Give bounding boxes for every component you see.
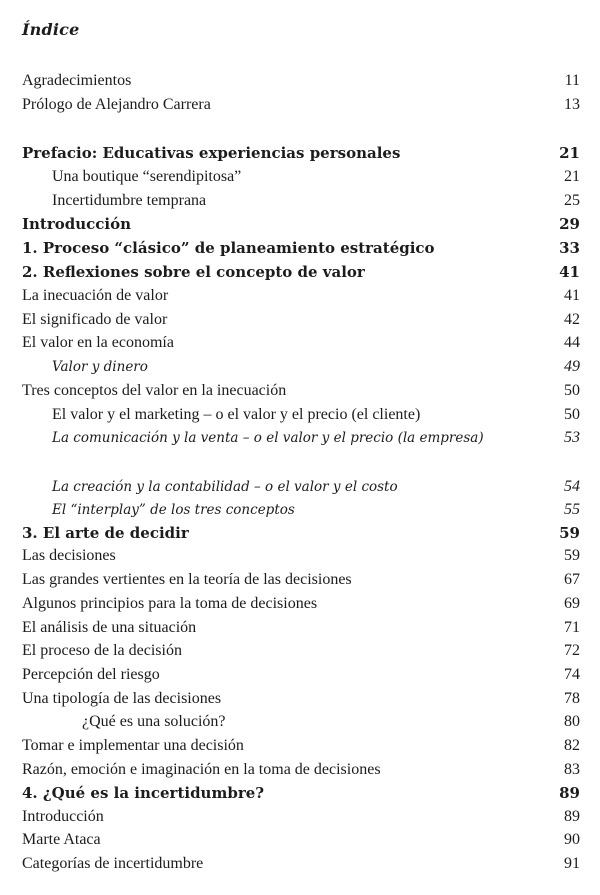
- toc-entry: [22, 263, 580, 283]
- toc-entry-page: 91: [564, 855, 580, 872]
- toc-entry-page: 50: [564, 382, 580, 399]
- toc-entry-page: 41: [564, 287, 580, 304]
- toc-entry-page: 54: [564, 478, 580, 495]
- toc-entry-label: Valor y dinero: [52, 359, 148, 375]
- toc-entry: [22, 571, 580, 591]
- toc-entry-page: 44: [564, 334, 580, 351]
- toc-entry: [52, 426, 580, 474]
- toc-entry: [22, 239, 580, 259]
- toc-entry: [52, 192, 580, 212]
- toc-entry-label: La comunicación y la venta – o el valor y el precio (la empresa): [52, 430, 484, 446]
- toc-entry-label: Razón, emoción e imaginación en la toma de decisiones: [22, 761, 381, 778]
- toc-entry-label: Marte Ataca: [22, 831, 101, 848]
- toc-entry-page: 21: [564, 168, 580, 185]
- toc-entry-page: 67: [564, 571, 580, 588]
- toc-entry-label: Categorías de incertidumbre: [22, 855, 204, 872]
- toc-entry-page: 74: [564, 666, 580, 683]
- toc-entry-page: 50: [564, 406, 580, 423]
- toc-entry: [22, 96, 580, 116]
- toc-entry-label: La creación y la contabilidad – o el valor y el costo: [52, 479, 398, 495]
- toc-entry-label: El significado de valor: [22, 311, 168, 328]
- toc-entry-page: 89: [564, 808, 580, 825]
- toc-entry: [22, 334, 580, 354]
- toc-entry-label: Agradecimientos: [22, 72, 132, 89]
- toc-entry-label: Prólogo de Alejandro Carrera: [22, 96, 211, 113]
- toc-entry-label: Tres conceptos del valor en la inecuación: [22, 382, 287, 399]
- toc-entry-label: El proceso de la decisión: [22, 642, 182, 659]
- toc-entry-page: 11: [564, 72, 580, 89]
- toc-entry: [22, 382, 580, 402]
- toc-entry: [22, 690, 580, 710]
- toc-entry-page: 83: [564, 761, 580, 778]
- toc-entry-label: El valor en la economía: [22, 334, 174, 351]
- toc-entry-label: Las grandes vertientes en la teoría de las decisiones: [22, 571, 352, 588]
- toc-entry: [22, 666, 580, 686]
- toc-entry-page: 25: [564, 192, 580, 209]
- toc-entry: [22, 619, 580, 639]
- toc-entry: [52, 501, 580, 521]
- toc-entry: [22, 808, 580, 828]
- toc-entry: [52, 168, 580, 188]
- toc-entry-page: 69: [564, 595, 580, 612]
- toc-entry: [22, 72, 580, 92]
- toc-entry: [52, 478, 580, 498]
- toc-entry: [22, 855, 580, 875]
- toc-entry-label: Introducción: [22, 215, 132, 233]
- toc-entry-page: 82: [564, 737, 580, 754]
- toc-entry-page: 55: [564, 501, 580, 518]
- toc-entry: [22, 547, 580, 567]
- toc-entry-label: Tomar e implementar una decisión: [22, 737, 244, 754]
- toc-entry-page: 41: [559, 263, 580, 281]
- page-title: Índice: [22, 20, 80, 39]
- toc-entry-page: 53: [564, 429, 580, 446]
- toc-entry-label: Percepción del riesgo: [22, 666, 160, 683]
- toc-entry-page: 72: [564, 642, 580, 659]
- toc-entry: [82, 713, 580, 733]
- toc-entry-page: 59: [559, 524, 580, 542]
- toc-entry-label: La inecuación de valor: [22, 287, 169, 304]
- toc-entry-page: 33: [559, 239, 580, 257]
- toc-entry: [22, 287, 580, 307]
- toc-entry: [22, 215, 580, 235]
- toc-entry-page: 49: [564, 358, 580, 375]
- toc-entry-label: Prefacio: Educativas experiencias personales: [22, 144, 401, 162]
- toc-entry: [22, 642, 580, 662]
- toc-entry-page: 42: [564, 311, 580, 328]
- toc-entry-label: Una boutique “serendipitosa”: [52, 168, 242, 185]
- toc-entry-label: El análisis de una situación: [22, 619, 197, 636]
- toc-entry: [22, 761, 580, 781]
- toc-entry-label: El “interplay” de los tres conceptos: [52, 502, 295, 518]
- toc-entry: [52, 358, 580, 378]
- toc-entry-page: 71: [564, 619, 580, 636]
- toc-entry: [22, 831, 580, 851]
- toc-entry-label: Algunos principios para la toma de decisiones: [22, 595, 318, 612]
- toc-entry-page: 78: [564, 690, 580, 707]
- toc-entry-page: 59: [564, 547, 580, 564]
- toc-entry-page: 21: [559, 144, 580, 162]
- toc-entry-label: 3. El arte de decidir: [22, 524, 189, 542]
- toc-entry-label: Introducción: [22, 808, 104, 825]
- toc-entry: [22, 784, 580, 804]
- toc-entry: [52, 406, 580, 426]
- toc-entry-label: 1. Proceso “clásico” de planeamiento estratégico: [22, 239, 435, 257]
- toc-entry-label: 4. ¿Qué es la incertidumbre?: [22, 784, 265, 802]
- toc-entry-page: 80: [564, 713, 580, 730]
- toc-entry-label: Una tipología de las decisiones: [22, 690, 222, 707]
- toc-entry: [22, 311, 580, 331]
- toc-entry-label: 2. Reflexiones sobre el concepto de valor: [22, 263, 365, 281]
- toc-entry: [22, 737, 580, 757]
- toc-entry-label: Las decisiones: [22, 547, 116, 564]
- toc-entry: [22, 595, 580, 615]
- toc-entry-page: 29: [559, 215, 580, 233]
- toc-entry-label: Incertidumbre temprana: [52, 192, 207, 209]
- toc-entry-page: 13: [564, 96, 580, 113]
- toc-entry-label: El valor y el marketing – o el valor y el precio (el cliente): [52, 406, 421, 423]
- toc-entry-page: 89: [559, 784, 580, 802]
- toc-entry: [22, 144, 580, 164]
- toc-entry: [22, 524, 580, 544]
- toc-entry-page: 90: [564, 831, 580, 848]
- toc-entry-label: ¿Qué es una solución?: [82, 713, 226, 730]
